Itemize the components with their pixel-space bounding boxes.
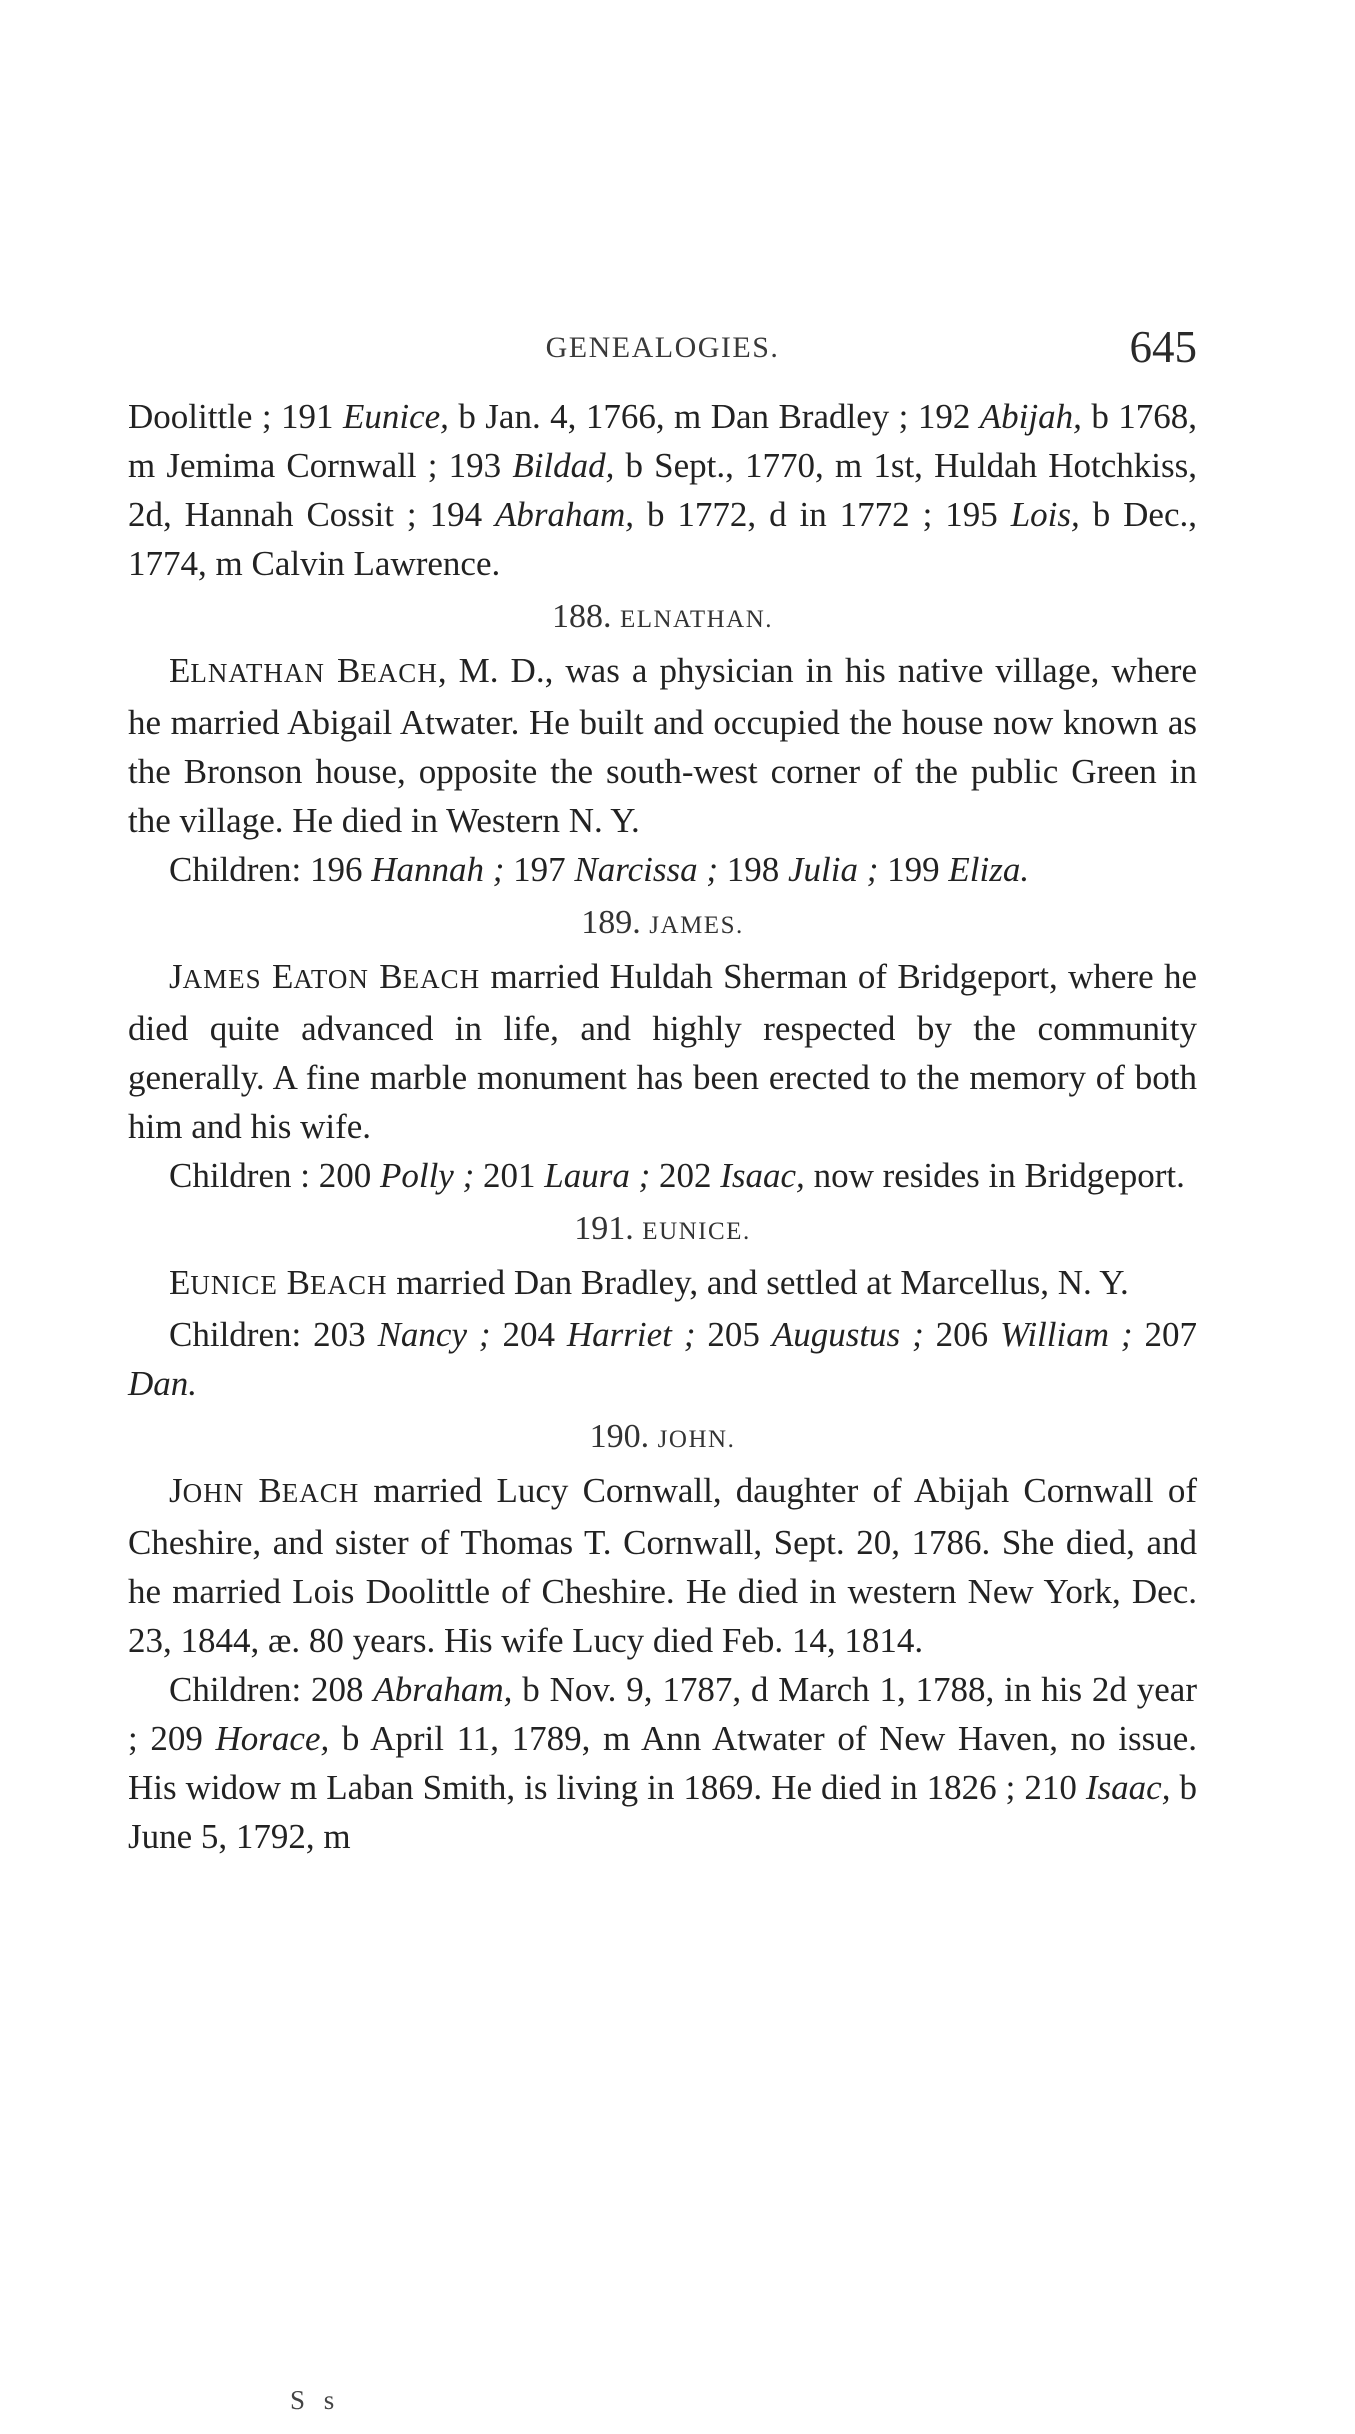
section-number: 188. (551, 598, 612, 635)
child-name: Narcissa ; (574, 850, 718, 889)
running-head: GENEALOGIES. (545, 331, 780, 364)
children-paragraph (128, 1665, 1197, 1861)
text-run: 201 (474, 1156, 545, 1195)
small-caps-initial: B (286, 1263, 310, 1302)
text-run: 197 (504, 850, 575, 889)
small-caps-initial: J (169, 1471, 183, 1510)
child-name: Abijah, (979, 397, 1082, 436)
text-run: married Huldah Sherman of Bridgeport, where he died quite advanced in life, and highly respected by the community generally. A fine marble monument has been erected to the memory of both him and his wife. (128, 957, 1197, 1146)
biography-paragraph (128, 952, 1197, 1151)
section-heading-191 (128, 1204, 1197, 1256)
child-name: Julia ; (787, 850, 879, 889)
child-name: Horace, (215, 1719, 330, 1758)
small-caps-rest: ATON (293, 964, 369, 994)
biography-paragraph (128, 1258, 1197, 1310)
child-name: Lois, (1010, 495, 1080, 534)
section-name: JOHN. (657, 1426, 736, 1453)
biography-paragraph (128, 1466, 1197, 1665)
text-run: Doolittle ; 191 (128, 397, 343, 436)
child-name: Eliza. (948, 850, 1030, 889)
child-name: Laura ; (544, 1156, 651, 1195)
children-paragraph (128, 845, 1197, 894)
text-run: b June 5, 1792, m (128, 1768, 1197, 1856)
text-run: 207 (1132, 1315, 1197, 1354)
text-run: 205 (695, 1315, 772, 1354)
text-run: 204 (490, 1315, 567, 1354)
page-body (128, 392, 1197, 1861)
text-run: b 1768, m Jemima Cornwall ; 193 (128, 397, 1198, 485)
child-name: William ; (1000, 1315, 1133, 1354)
small-caps-initial: E (169, 1263, 191, 1302)
small-caps-rest: EACH (360, 658, 438, 688)
child-name: Nancy ; (377, 1315, 491, 1354)
children-paragraph (128, 1151, 1197, 1200)
small-caps-rest: EACH (402, 964, 481, 994)
child-name: Abraham, (495, 495, 635, 534)
small-caps-initial: B (336, 651, 361, 690)
small-caps-rest: AMES (182, 964, 262, 994)
text-run: 199 (878, 850, 949, 889)
small-caps-initial: E (169, 651, 191, 690)
text-run: Children: 203 (169, 1315, 378, 1354)
text-run: Children: 208 (169, 1670, 374, 1709)
section-number: 189. (581, 904, 641, 941)
text-run: , M. D., was a physician in his native village, where he married Abigail Atwater. He built and occupied the house now known as the Bronson house, opposite the south-west corner of the public Green in the village. He died in Western N. Y. (128, 651, 1197, 840)
section-number: 190. (589, 1418, 650, 1455)
text-run: b Sept., 1770, m 1st, Huldah Hotchkiss, 2d, Hannah Cossit ; 194 (128, 446, 1197, 534)
text-run: Children: 196 (169, 850, 372, 889)
small-caps-rest: UNICE (190, 1270, 278, 1300)
biography-paragraph (128, 646, 1197, 845)
small-caps-initial: E (272, 957, 294, 996)
child-name: Harriet ; (566, 1315, 696, 1354)
small-caps-initial: B (379, 957, 403, 996)
text-run: 202 (650, 1156, 721, 1195)
small-caps-rest: EACH (310, 1270, 388, 1300)
continuation-paragraph (128, 392, 1197, 588)
small-caps-rest: EACH (281, 1478, 360, 1508)
small-caps-rest: LNATHAN (190, 658, 325, 688)
text-run: married Dan Bradley, and settled at Marcellus, N. Y. (387, 1263, 1129, 1302)
section-name: EUNICE. (642, 1218, 751, 1245)
section-name: ELNATHAN. (619, 606, 774, 633)
section-heading-190 (128, 1412, 1197, 1464)
small-caps-rest: OHN (182, 1478, 245, 1508)
text-run: now resides in Bridgeport. (804, 1156, 1185, 1195)
small-caps-initial: J (169, 957, 183, 996)
child-name: Hannah ; (371, 850, 505, 889)
signature-mark: S s (290, 2385, 341, 2415)
small-caps-initial: B (258, 1471, 282, 1510)
child-name: Abraham, (373, 1670, 513, 1709)
child-name: Polly ; (379, 1156, 475, 1195)
text-run: married Lucy Cornwall, daughter of Abijah Cornwall of Cheshire, and sister of Thomas T. Cornwall, Sept. 20, 1786. She died, and he married Lois Doolittle of Cheshire. He died in western New York, Dec. 23, 1844, æ. 80 years. His wife Lucy died Feb. 14, 1814. (128, 1471, 1197, 1660)
text-run: b Jan. 4, 1766, m Dan Bradley ; 192 (448, 397, 980, 436)
text-run: Children : 200 (169, 1156, 380, 1195)
section-number: 191. (574, 1210, 634, 1247)
text-run: b April 11, 1789, m Ann Atwater of New Haven, no issue. His widow m Laban Smith, is living in 1869. He died in 1826 ; 210 (128, 1719, 1197, 1807)
child-name: Eunice, (342, 397, 449, 436)
section-name: JAMES. (649, 912, 744, 939)
text-run: b 1772, d in 1772 ; 195 (634, 495, 1011, 534)
child-name: Augustus ; (771, 1315, 924, 1354)
text-run: 206 (923, 1315, 1001, 1354)
page-header (128, 322, 1197, 373)
children-paragraph (128, 1310, 1197, 1408)
text-run: b Dec., 1774, m Calvin Lawrence. (128, 495, 1197, 583)
child-name: Dan. (128, 1364, 198, 1403)
section-heading-189 (128, 898, 1197, 950)
child-name: Bildad, (512, 446, 615, 485)
text-run: b Nov. 9, 1787, d March 1, 1788, in his 2d year ; 209 (128, 1670, 1197, 1758)
text-run: 198 (717, 850, 788, 889)
section-heading-188 (128, 592, 1197, 644)
child-name: Isaac, (1085, 1768, 1171, 1807)
page-number: 645 (1129, 322, 1197, 372)
child-name: Isaac, (720, 1156, 805, 1195)
